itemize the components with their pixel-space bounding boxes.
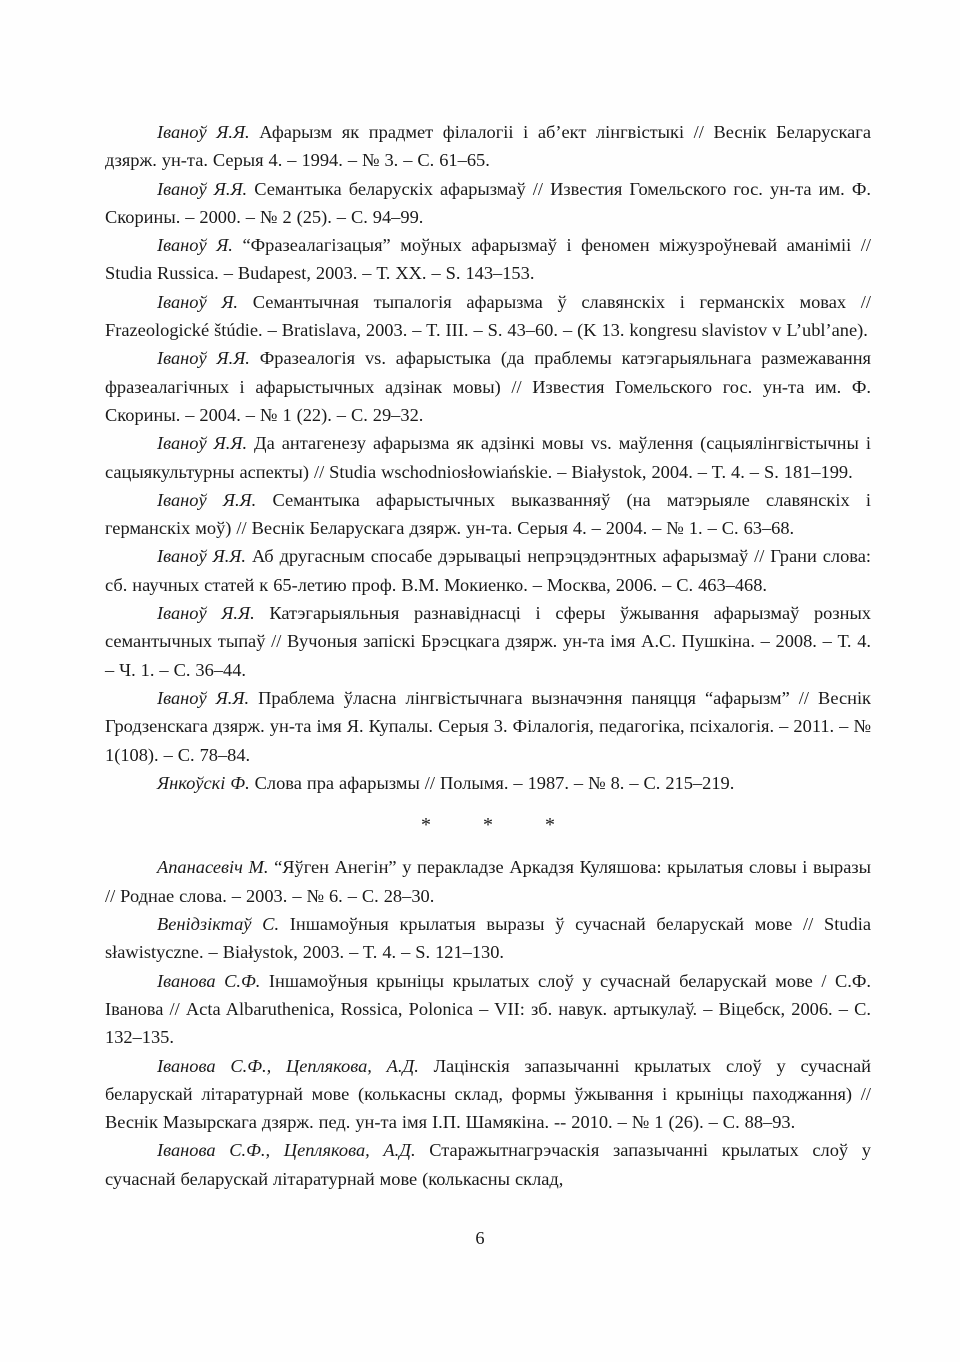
entry-text: Семантыка беларускіх афарызмаў // Известия Гомельского гос. ун-та им. Ф. Скорины. – 2000. – № 2 (25). – С. 94–99.	[105, 178, 871, 227]
entry-author: Іваноў Я.Я.	[157, 687, 250, 708]
entry-text: Праблема ўласна лінгвістычнага вызначэння паняцця “афарызм” // Веснік Гродзенскага дзярж. ун-та імя Я. Купалы. Серыя 3. Філалогія, педагогіка, псіхалогія. – 2011. – № 1(108). – С. 78–84.	[105, 687, 871, 765]
bibliography-entry	[105, 1052, 871, 1137]
entry-text: Аб другасным спосабе дэрывацыі непрэцэдэнтных афарызмаў // Грани слова: сб. научных статей к 65-летию проф. В.М. Мокиенко. – Москва, 2006. – С. 463–468.	[105, 546, 871, 595]
entry-author: Іваноў Я.Я.	[157, 348, 250, 369]
bibliography-entry	[105, 853, 871, 910]
entry-author: Іванова С.Ф.	[157, 970, 261, 991]
asterisk-glyph: *	[421, 813, 431, 836]
bibliography-entry	[105, 231, 871, 288]
bibliography-entry	[105, 429, 871, 486]
page-number: 6	[475, 1228, 485, 1248]
bibliography-entry	[105, 910, 871, 967]
bibliography-entry	[105, 118, 871, 175]
entry-text: Катэгарыяльныя разнавіднасці і сферы ўжывання афарызмаў розных семантычных тыпаў // Вучоныя запіскі Брэсцкага дзярж. ун-та імя А.С. Пушкіна. – 2008. – Т. 4. – Ч. 1. – С. 36–44.	[105, 603, 871, 680]
entry-author: Іванова С.Ф., Цеплякова, А.Д.	[157, 1055, 419, 1076]
entry-author: Іваноў Я.Я.	[157, 178, 248, 199]
bibliography-entry	[105, 1136, 871, 1193]
entry-text: “Яўген Анегін” у перакладзе Аркадзя Куляшова: крылатыя словы і выразы // Роднае слова. – 2003. – № 6. – С. 28–30.	[105, 857, 871, 906]
entry-author: Апанасевіч М.	[157, 857, 269, 878]
entry-text: Афарызм як прадмет філалогіі і аб’ект лінгвістыкі // Веснік Беларускага дзярж. ун-та. Серыя 4. – 1994. – № 3. – С. 61–65.	[105, 122, 871, 171]
bibliography-entry	[105, 175, 871, 232]
entry-author: Іваноў Я.Я.	[157, 122, 250, 142]
bibliography-entry	[105, 967, 871, 1052]
entry-text: Семантычная тыпалогія афарызма ў славянскіх і германскіх мовах // Frazeologické štúdie. – Bratislava, 2003. – T. III. – S. 43–60. – (K 13. kongresu slavistov v L’ubl’ane).	[105, 291, 871, 341]
entry-text: Слова пра афарызмы // Полымя. – 1987. – № 8. – С. 215–219.	[249, 772, 735, 793]
entry-author: Венідзіктаў С.	[157, 914, 280, 935]
bibliography-text-block	[105, 118, 871, 1193]
entry-text: Да антагенезу афарызма як адзінкі мовы vs. маўлення (сацыялінгвістычны і сацыякультурны аспекты) // Studia wschodniosłowiańskie. – Białystok, 2004. – T. 4. – S. 181–199.	[105, 433, 871, 482]
entry-author: Іванова С.Ф., Цеплякова, А.Д.	[157, 1140, 416, 1161]
entry-author: Іваноў Я.	[157, 291, 239, 312]
section-separator	[105, 809, 871, 837]
entry-text: Семантыка афарыстычных выказванняў (на матэрыяле славянскіх і германскіх моў) // Веснік Беларускага дзярж. ун-та. Серыя 4. – 2004. – № 1. – С. 63–68.	[105, 489, 871, 539]
entry-text: Старажытнагрэчаскія запазычанні крылатых слоў у сучаснай беларускай літаратурнай мове (колькасны склад,	[105, 1140, 871, 1189]
entry-author: Іваноў Я.Я.	[157, 546, 246, 567]
entry-text: Лацінскія запазычанні крылатых слоў у сучаснай беларускай літаратурнай мове (колькасны склад, формы ўжывання і крыніцы паходжання) // Веснік Мазырскага дзярж. пед. ун-та імя І.П. Шамякіна. -- 2010. – № 1 (26). – С. 88–93.	[105, 1055, 871, 1133]
entry-author: Іваноў Я.Я.	[157, 433, 248, 454]
bibliography-entry	[105, 288, 871, 345]
entry-author: Іваноў Я.	[157, 235, 233, 256]
bibliography-entry	[105, 684, 871, 769]
entry-text: Фразеалогія vs. афарыстыка (да праблемы катэгарыяльнага размежавання фразеалагічных і афарыстычных адзінак мовы) // Известия Гомельского гос. ун-та им. Ф. Скорины. – 2004. – № 1 (22). – С. 29–32.	[105, 348, 871, 425]
entry-author: Янкоўскі Ф.	[157, 772, 250, 793]
entry-text: Іншамоўныя крыніцы крылатых слоў у сучаснай беларускай мове / С.Ф. Іванова // Acta Albaruthenica, Rossica, Polonica – VII: зб. навук. артыкулаў. – Віцебск, 2006. – С. 132–135.	[105, 970, 871, 1048]
bibliography-entry	[105, 344, 871, 429]
entry-text: “Фразеалагізацыя” моўных афарызмаў і феномен міжузроўневай аманіміі // Studia Russica. – Budapest, 2003. – Т. XX. – S. 143–153.	[105, 235, 871, 284]
asterisk-glyph: *	[483, 813, 493, 836]
entry-text: Іншамоўныя крылатыя выразы ў сучаснай беларускай мове // Studia sławistyczne. – Białystok, 2003. – T. 4. – S. 121–130.	[105, 914, 871, 963]
bibliography-entry	[105, 599, 871, 684]
entry-author: Іваноў Я.Я.	[157, 489, 257, 510]
entry-author: Іваноў Я.Я.	[157, 603, 255, 624]
bibliography-entry	[105, 769, 871, 797]
bibliography-entry	[105, 542, 871, 599]
bibliography-entry	[105, 486, 871, 543]
asterisk-glyph: *	[545, 813, 555, 836]
